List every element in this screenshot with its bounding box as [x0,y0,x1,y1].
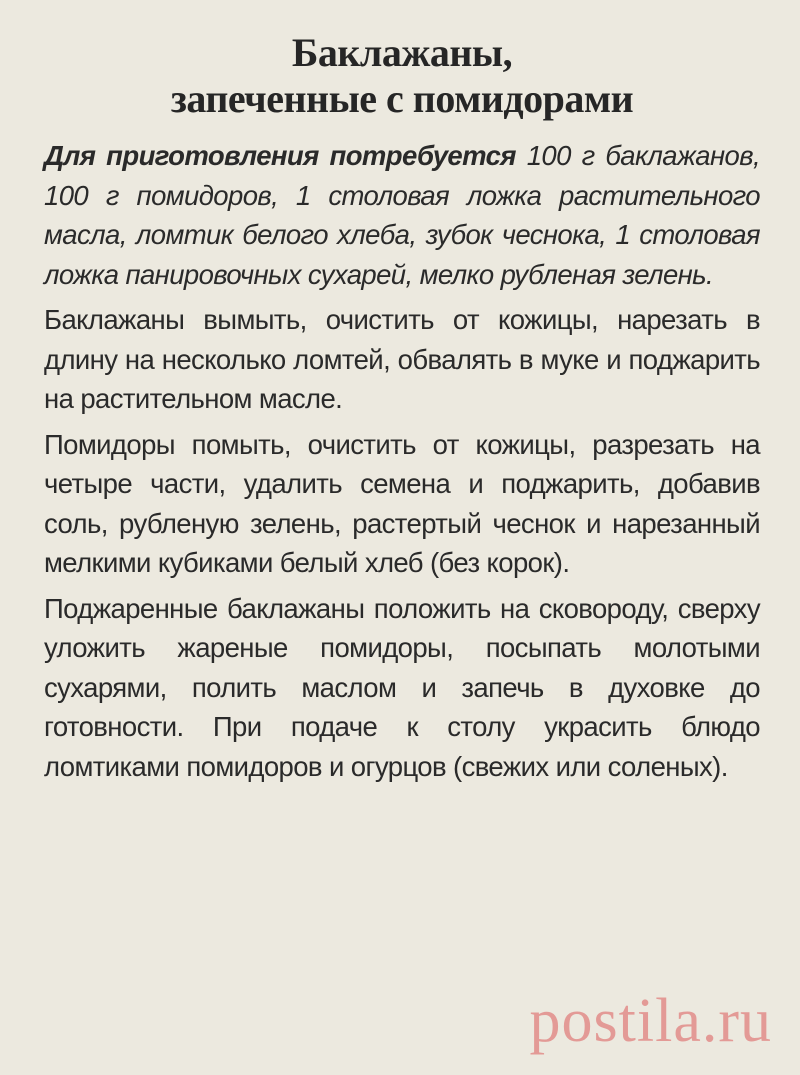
step-paragraph-3: Поджаренные баклажаны положить на сковороду, сверху уложить жареные помидоры, посыпать молотыми сухарями, полить маслом и запечь в духовке до готовности. При подаче к столу украсить блюдо ломтиками помидоров и огурцов (свежих или соленых). [44,592,760,782]
recipe-title [44,30,760,122]
recipe-title-line-1: Баклажаны, [291,30,513,75]
ingredients-lead: Для приготовления потребуется [44,140,516,171]
ingredients-list: 100 г баклажанов, 100 г помидоров, 1 столовая ложка растительного масла, ломтик белого хлеба, зубок чеснока, 1 столовая ложка панировочных сухарей, мелко рубленая зелень. [44,140,760,290]
step-paragraph-1: Баклажаны вымыть, очистить от кожицы, нарезать в длину на несколько ломтей, обвалять в муке и поджарить на растительном масле. [44,304,760,414]
site-watermark: postila.ru [529,987,772,1055]
step-paragraph-2: Помидоры помыть, очистить от кожицы, разрезать на четыре части, удалить семена и поджарить, добавив соль, рубленую зелень, растертый чеснок и нарезанный мелкими кубиками белый хлеб (без корок). [44,428,760,578]
recipe-body [44,136,760,786]
ingredients-paragraph [44,136,760,294]
recipe-title-line-2: запеченные с помидорами [170,76,634,121]
